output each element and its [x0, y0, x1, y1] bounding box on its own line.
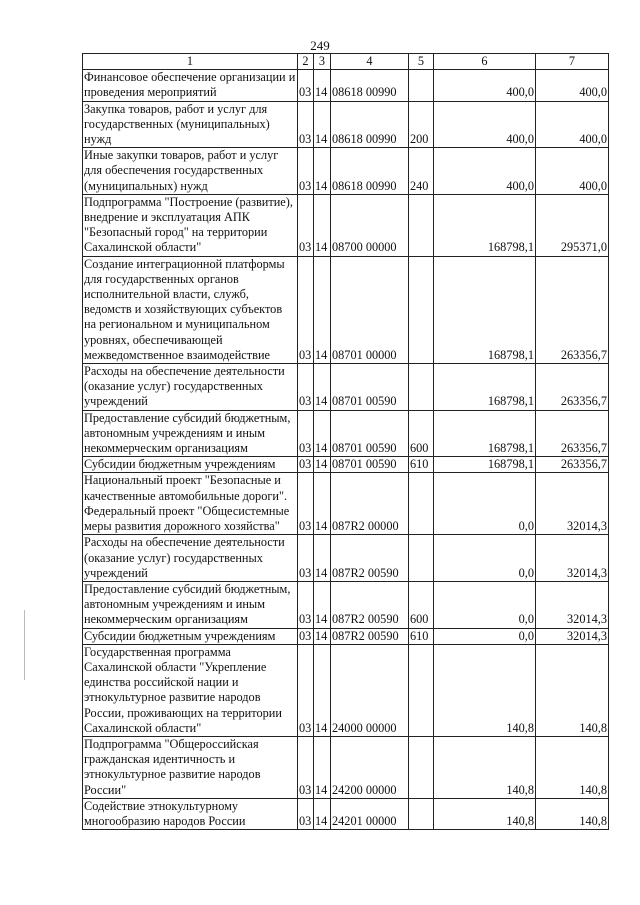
subsection-code-cell: 14 — [314, 628, 331, 644]
amount-col7-cell: 263356,7 — [536, 256, 609, 363]
expense-type-cell — [409, 736, 434, 798]
amount-col7-cell: 400,0 — [536, 101, 609, 148]
row-name-cell: Предоставление субсидий бюджетным, автономным учреждениям и иным некоммерческим организациям — [83, 581, 298, 628]
amount-col6-cell: 400,0 — [434, 101, 536, 148]
table-row — [83, 736, 609, 798]
target-article-cell: 087R2 00000 — [331, 473, 409, 535]
budget-table — [82, 53, 609, 830]
row-name-cell: Подпрограмма "Построение (развитие), внедрение и эксплуатация АПК "Безопасный город" на территории Сахалинской области" — [83, 194, 298, 256]
subsection-code-cell: 14 — [314, 256, 331, 363]
table-row — [83, 628, 609, 644]
amount-col6-cell: 168798,1 — [434, 410, 536, 457]
target-article-cell: 24000 00000 — [331, 644, 409, 736]
subsection-code-cell: 14 — [314, 535, 331, 582]
table-row — [83, 70, 609, 101]
subsection-code-cell: 14 — [314, 581, 331, 628]
column-header: 1 — [83, 54, 298, 70]
expense-type-cell — [409, 535, 434, 582]
table-row — [83, 101, 609, 148]
table-row — [83, 194, 609, 256]
row-name-cell: Финансовое обеспечение организации и проведения мероприятий — [83, 70, 298, 101]
target-article-cell: 08701 00590 — [331, 457, 409, 473]
target-article-cell: 24200 00000 — [331, 736, 409, 798]
row-name-cell: Подпрограмма "Общероссийская гражданская идентичность и этнокультурное развитие народов России" — [83, 736, 298, 798]
table-row — [83, 364, 609, 411]
expense-type-cell: 610 — [409, 628, 434, 644]
section-code-cell: 03 — [298, 581, 314, 628]
table-row — [83, 457, 609, 473]
section-code-cell: 03 — [298, 644, 314, 736]
row-name-cell: Государственная программа Сахалинской области "Укрепление единства российской нации и этнокультурное развитие народов России, проживающих на территории Сахалинской области" — [83, 644, 298, 736]
row-name-cell: Содействие этнокультурному многообразию народов России — [83, 798, 298, 829]
amount-col7-cell: 263356,7 — [536, 410, 609, 457]
target-article-cell: 08701 00590 — [331, 364, 409, 411]
row-name-cell: Закупка товаров, работ и услуг для государственных (муниципальных) нужд — [83, 101, 298, 148]
target-article-cell: 08701 00590 — [331, 410, 409, 457]
row-name-cell: Субсидии бюджетным учреждениям — [83, 457, 298, 473]
expense-type-cell — [409, 798, 434, 829]
amount-col7-cell: 140,8 — [536, 736, 609, 798]
subsection-code-cell: 14 — [314, 194, 331, 256]
section-code-cell: 03 — [298, 410, 314, 457]
amount-col7-cell: 263356,7 — [536, 364, 609, 411]
amount-col6-cell: 168798,1 — [434, 364, 536, 411]
column-header: 4 — [331, 54, 409, 70]
amount-col6-cell: 0,0 — [434, 628, 536, 644]
column-header: 3 — [314, 54, 331, 70]
row-name-cell: Субсидии бюджетным учреждениям — [83, 628, 298, 644]
row-name-cell: Национальный проект "Безопасные и качественные автомобильные дороги". Федеральный проект "Общесистемные меры развития дорожного хозяйства" — [83, 473, 298, 535]
table-row — [83, 644, 609, 736]
table-row — [83, 410, 609, 457]
table-row — [83, 473, 609, 535]
subsection-code-cell: 14 — [314, 101, 331, 148]
table-row — [83, 581, 609, 628]
section-code-cell: 03 — [298, 194, 314, 256]
column-header: 5 — [409, 54, 434, 70]
subsection-code-cell: 14 — [314, 457, 331, 473]
section-code-cell: 03 — [298, 148, 314, 195]
row-name-cell: Расходы на обеспечение деятельности (оказание услуг) государственных учреждений — [83, 364, 298, 411]
section-code-cell: 03 — [298, 70, 314, 101]
scan-mark — [24, 610, 25, 680]
amount-col6-cell: 0,0 — [434, 473, 536, 535]
subsection-code-cell: 14 — [314, 644, 331, 736]
amount-col7-cell: 32014,3 — [536, 581, 609, 628]
amount-col7-cell: 140,8 — [536, 644, 609, 736]
expense-type-cell — [409, 364, 434, 411]
amount-col6-cell: 140,8 — [434, 798, 536, 829]
amount-col6-cell: 400,0 — [434, 148, 536, 195]
subsection-code-cell: 14 — [314, 148, 331, 195]
target-article-cell: 087R2 00590 — [331, 535, 409, 582]
row-name-cell: Предоставление субсидий бюджетным, автономным учреждениям и иным некоммерческим организациям — [83, 410, 298, 457]
section-code-cell: 03 — [298, 736, 314, 798]
row-name-cell: Создание интеграционной платформы для государственных органов исполнительной власти, служб, ведомств и хозяйствующих субъектов на региональном и муниципальном уровнях, обеспечивающей межведомственное взаимодействие — [83, 256, 298, 363]
amount-col6-cell: 400,0 — [434, 70, 536, 101]
amount-col6-cell: 168798,1 — [434, 194, 536, 256]
table-body — [83, 70, 609, 830]
amount-col7-cell: 295371,0 — [536, 194, 609, 256]
amount-col6-cell: 0,0 — [434, 581, 536, 628]
section-code-cell: 03 — [298, 473, 314, 535]
target-article-cell: 08618 00990 — [331, 70, 409, 101]
column-header: 6 — [434, 54, 536, 70]
column-header: 7 — [536, 54, 609, 70]
amount-col7-cell: 263356,7 — [536, 457, 609, 473]
amount-col6-cell: 140,8 — [434, 644, 536, 736]
section-code-cell: 03 — [298, 457, 314, 473]
expense-type-cell — [409, 644, 434, 736]
expense-type-cell — [409, 70, 434, 101]
section-code-cell: 03 — [298, 798, 314, 829]
section-code-cell: 03 — [298, 364, 314, 411]
expense-type-cell — [409, 473, 434, 535]
expense-type-cell: 240 — [409, 148, 434, 195]
subsection-code-cell: 14 — [314, 364, 331, 411]
amount-col7-cell: 400,0 — [536, 148, 609, 195]
subsection-code-cell: 14 — [314, 736, 331, 798]
page-number: 249 — [310, 38, 330, 53]
row-name-cell: Расходы на обеспечение деятельности (оказание услуг) государственных учреждений — [83, 535, 298, 582]
target-article-cell: 087R2 00590 — [331, 581, 409, 628]
section-code-cell: 03 — [298, 628, 314, 644]
table-row — [83, 256, 609, 363]
section-code-cell: 03 — [298, 101, 314, 148]
table-row — [83, 535, 609, 582]
expense-type-cell: 200 — [409, 101, 434, 148]
row-name-cell: Иные закупки товаров, работ и услуг для обеспечения государственных (муниципальных) нужд — [83, 148, 298, 195]
amount-col7-cell: 32014,3 — [536, 473, 609, 535]
column-header: 2 — [298, 54, 314, 70]
amount-col6-cell: 168798,1 — [434, 457, 536, 473]
amount-col6-cell: 140,8 — [434, 736, 536, 798]
expense-type-cell: 600 — [409, 410, 434, 457]
subsection-code-cell: 14 — [314, 798, 331, 829]
target-article-cell: 24201 00000 — [331, 798, 409, 829]
expense-type-cell — [409, 194, 434, 256]
expense-type-cell — [409, 256, 434, 363]
amount-col6-cell: 0,0 — [434, 535, 536, 582]
table-row — [83, 148, 609, 195]
target-article-cell: 087R2 00590 — [331, 628, 409, 644]
amount-col6-cell: 168798,1 — [434, 256, 536, 363]
target-article-cell: 08701 00000 — [331, 256, 409, 363]
table-row — [83, 798, 609, 829]
expense-type-cell: 600 — [409, 581, 434, 628]
target-article-cell: 08618 00990 — [331, 148, 409, 195]
section-code-cell: 03 — [298, 535, 314, 582]
amount-col7-cell: 140,8 — [536, 798, 609, 829]
expense-type-cell: 610 — [409, 457, 434, 473]
amount-col7-cell: 32014,3 — [536, 535, 609, 582]
table-header-row — [83, 54, 609, 70]
amount-col7-cell: 32014,3 — [536, 628, 609, 644]
subsection-code-cell: 14 — [314, 70, 331, 101]
subsection-code-cell: 14 — [314, 473, 331, 535]
amount-col7-cell: 400,0 — [536, 70, 609, 101]
target-article-cell: 08700 00000 — [331, 194, 409, 256]
subsection-code-cell: 14 — [314, 410, 331, 457]
target-article-cell: 08618 00990 — [331, 101, 409, 148]
section-code-cell: 03 — [298, 256, 314, 363]
